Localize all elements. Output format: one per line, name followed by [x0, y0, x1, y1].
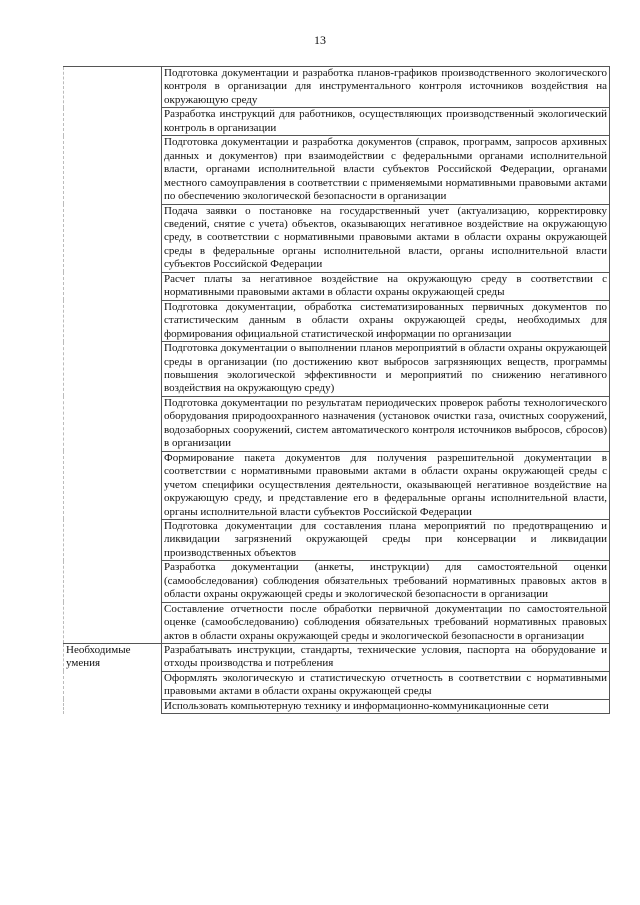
labor-action-item: Подготовка документации по результатам периодических проверок работы технологического оборудования природоохранного назначения (установок очистки газа, очистных сооружений, водозаборных сооружений, систем автоматического контроля источников выбросов, сбросов) в организации [164, 396, 607, 450]
labor-action-item: Подготовка документации и разработка документов (справок, программ, запросов архивных данных и документов) при взаимодействии с федеральными органами исполнительной власти, органами исполнительной власти субъектов Российской Федерации, органами местного самоуправления в соответствии с применяемыми нормативными правовыми актами по обеспечению экологической безопасности в организации [164, 136, 607, 203]
table-cell [162, 300, 610, 341]
labor-action-item: Формирование пакета документов для получения разрешительной документации в соответствии с нормативными правовыми актами в области охраны окружающей среды с учетом специфики осуществления деятельности, оказывающей негативное воздействие на окружающую среду, и представление его в федеральные органы исполнительной власти, органы исполнительной власти субъектов Российской Федерации [164, 451, 607, 518]
section-label-skills [64, 644, 162, 714]
labor-action-item: Разработка документации (анкеты, инструкции) для самостоятельной оценки (самообследования) соблюдения обязательных требований нормативных правовых актов в области охраны окружающей среды и экологической безопасности в организации [164, 561, 607, 601]
table-cell [162, 671, 610, 699]
table-cell [162, 519, 610, 560]
labor-action-item: Подготовка документации, обработка систематизированных первичных документов по статистическим данным в области охраны окружающей среды, необходимых для формирования официальной статистической информации по организации [164, 300, 607, 340]
table-cell [162, 561, 610, 602]
table-cell [162, 272, 610, 300]
labor-action-item: Подготовка документации о выполнении планов мероприятий в области охраны окружающей среды в организации (по достижению квот выбросов загрязняющих веществ, программы повышения экологической эффективности и мероприятий по снижению негативного воздействия на окружающую среду) [164, 342, 607, 395]
labor-action-item: Подготовка документации для составления плана мероприятий по предотвращению и ликвидации загрязнений окружающей среды при консервации и ликвидации производственных объектов [164, 519, 607, 559]
page-number: 13 [314, 33, 326, 47]
labor-action-item: Подготовка документации и разработка планов-графиков производственного экологического контроля в организации для инструментального контроля источников воздействия на окружающую среду [164, 67, 607, 106]
section-label-labor-actions [64, 67, 162, 644]
table-cell [162, 108, 610, 136]
table-row [64, 67, 610, 108]
skill-item: Оформлять экологическую и статистическую отчетность в соответствии с нормативными правовыми актами в области охраны окружающей среды [164, 671, 607, 698]
skill-item: Использовать компьютерную технику и информационно-коммуникационные сети [164, 699, 549, 712]
table-row [64, 644, 610, 672]
table-cell [162, 136, 610, 204]
labor-action-item: Расчет платы за негативное воздействие на окружающую среду в соответствии с нормативными правовыми актами в области охраны окружающей среды [164, 272, 607, 299]
labor-action-item: Составление отчетности после обработки первичной документации по самостоятельной оценке (самообследованию) соблюдения обязательных требований нормативных правовых актов в области охраны окружающей среды и экологической безопасности в организации [164, 602, 607, 642]
table-cell [162, 602, 610, 643]
skills-label: Необходимые умения [66, 644, 131, 670]
skill-item: Разрабатывать инструкции, стандарты, технические условия, паспорта на оборудование и отходы производства и потребления [164, 644, 607, 670]
requirements-table [63, 66, 610, 714]
table-cell [162, 644, 610, 672]
table-cell [162, 396, 610, 451]
labor-action-item: Разработка инструкций для работников, осуществляющих производственный экологический контроль в организации [164, 108, 607, 134]
table-cell [162, 204, 610, 272]
table-cell [162, 699, 610, 713]
table-cell [162, 451, 610, 519]
table-cell [162, 67, 610, 108]
labor-action-item: Подача заявки о постановке на государственный учет (актуализацию, корректировку сведений, снятие с учета) объектов, оказывающих негативное воздействие на окружающую среду, в соответствии с нормативными правовыми актами в области охраны окружающей среды в федеральные органы исполнительной власти, органы исполнительной власти субъектов Российской Федерации [164, 204, 607, 271]
table-cell [162, 342, 610, 397]
